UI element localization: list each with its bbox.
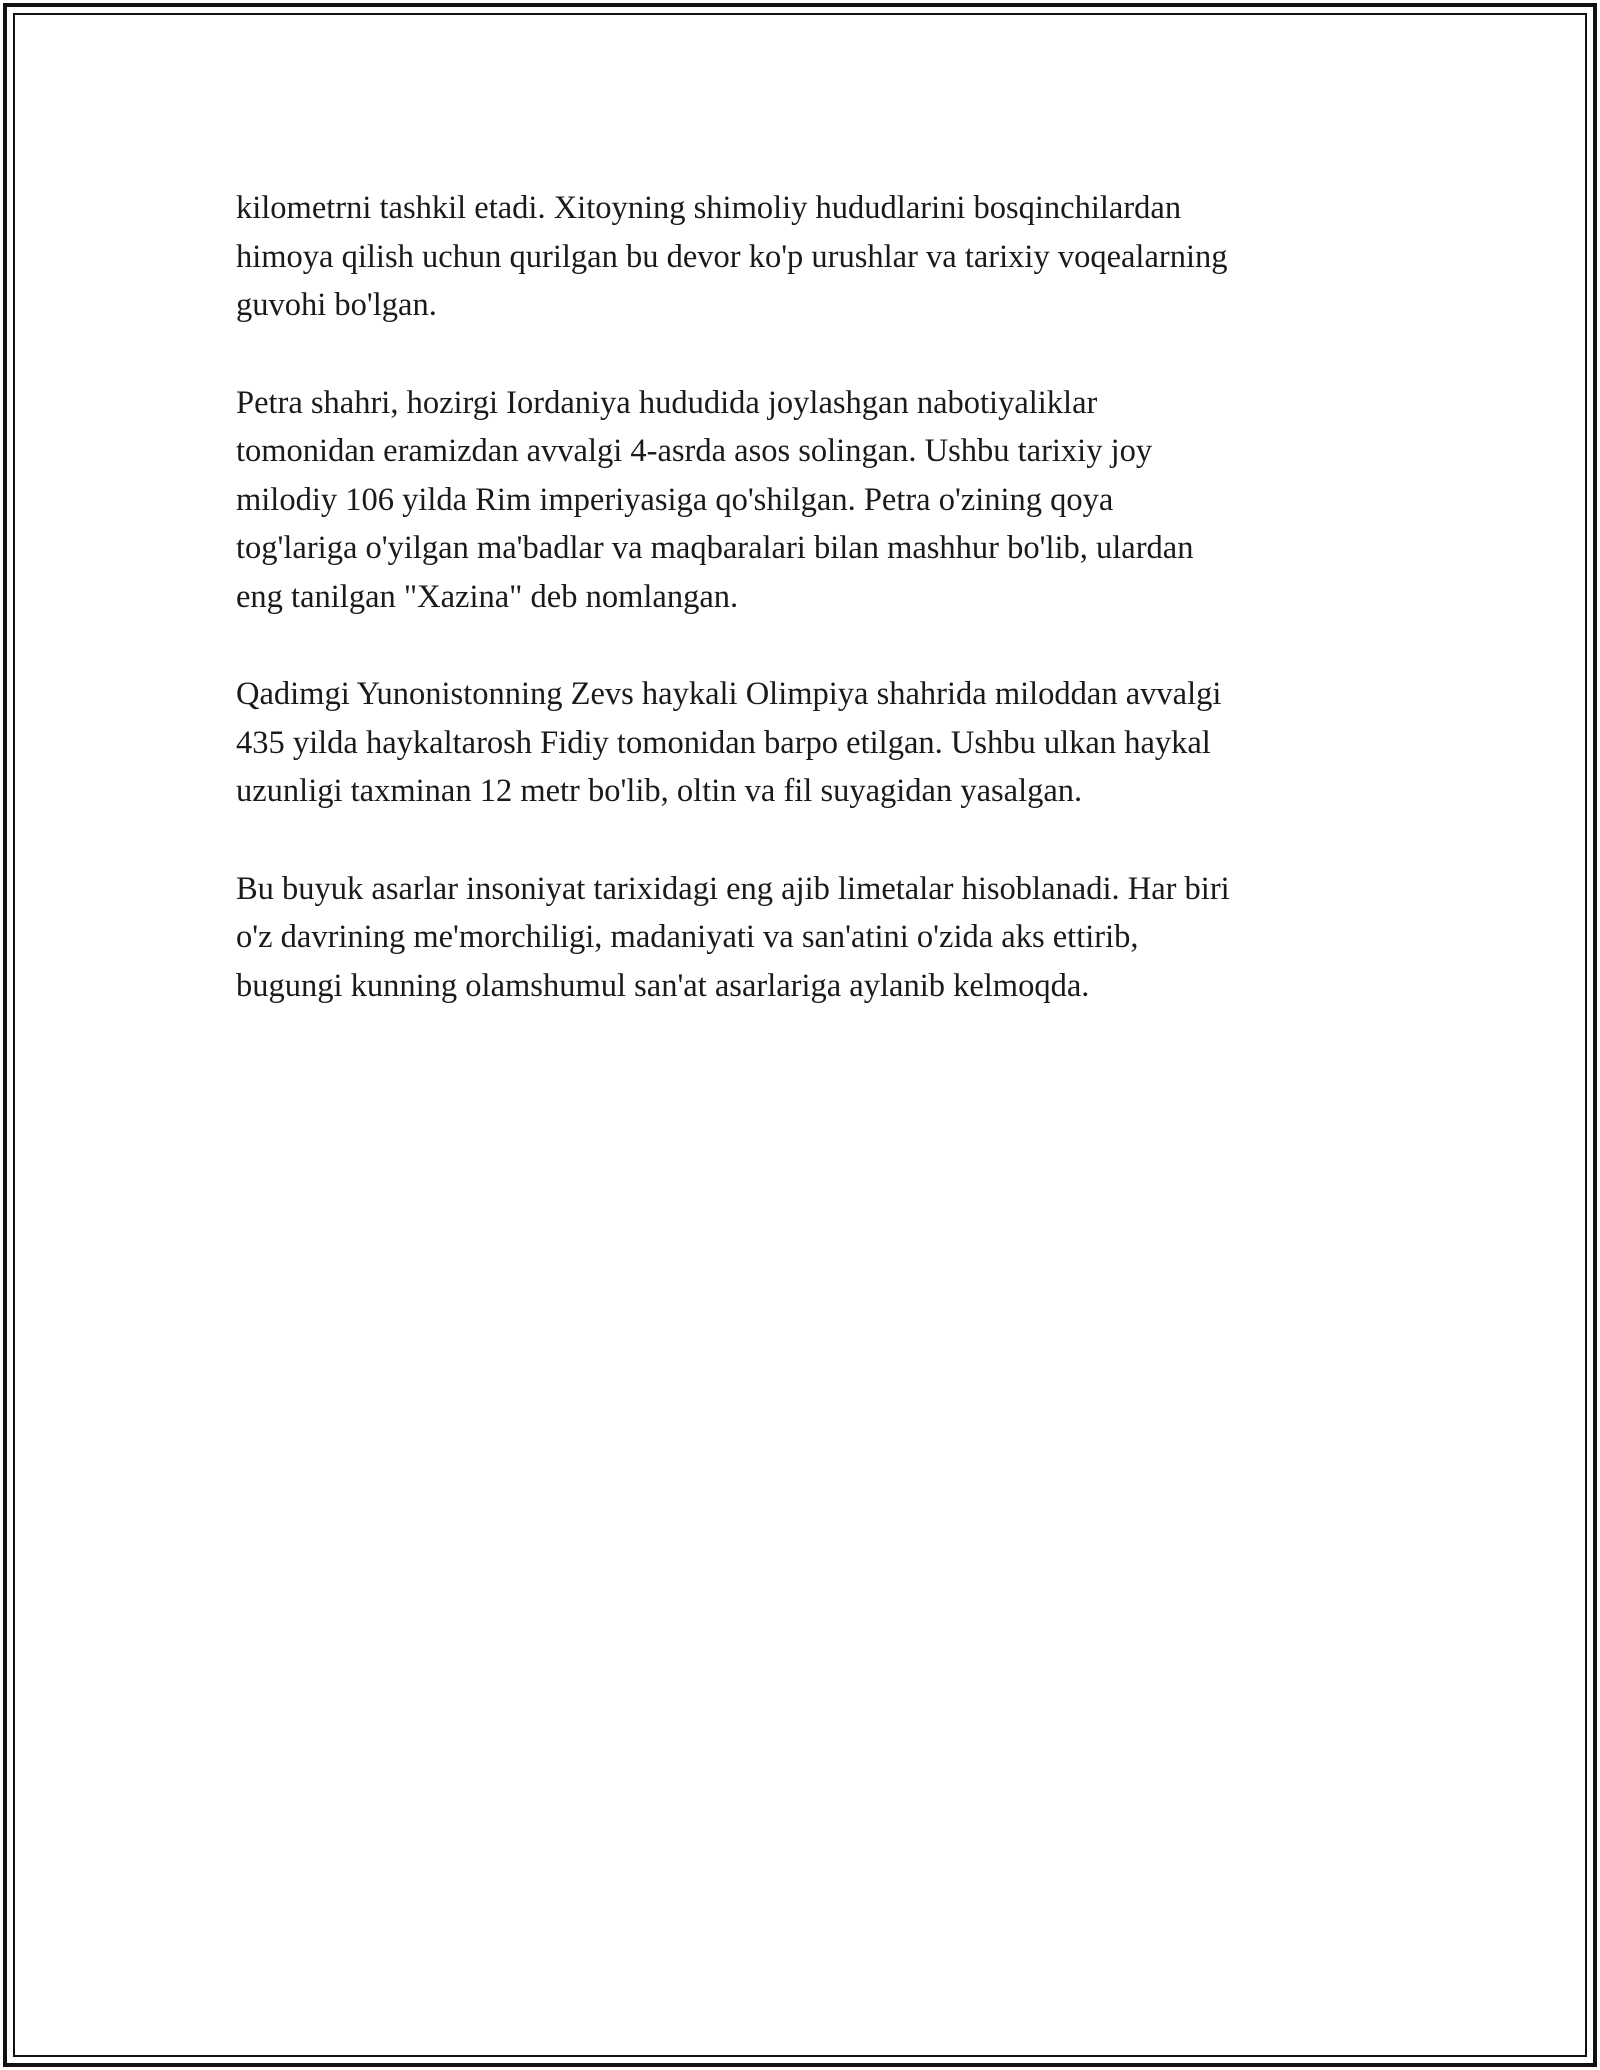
text-line: tog'lariga o'yilgan ma'badlar va maqbaralari bilan mashhur bo'lib, ulardan: [236, 530, 1194, 566]
text-line: Petra shahri, hozirgi Iordaniya hududida joylashgan nabotiyaliklar: [236, 384, 1098, 421]
text-line: kilometrni tashkil etadi. Xitoyning shimoliy hududlarini bosqinchilardan: [236, 190, 1182, 226]
text-line: eng tanilgan "Xazina" deb nomlangan.: [236, 578, 739, 615]
document-body: [236, 184, 1366, 1059]
text-line: milodiy 106 yilda Rim imperiyasiga qo'shilgan. Petra o'zining qoya: [236, 481, 1114, 518]
text-line: himoya qilish uchun qurilgan bu devor ko'p urushlar va tarixiy voqealarning: [236, 238, 1228, 275]
text-line: Bu buyuk asarlar insoniyat tarixidagi eng ajib limetalar hisoblanadi. Har biri: [236, 870, 1230, 907]
text-line: guvohi bo'lgan.: [236, 287, 437, 323]
text-line: bugungi kunning olamshumul san'at asarlariga aylanib kelmoqda.: [236, 967, 1090, 1004]
text-line: tomonidan eramizdan avvalgi 4-asrda asos solingan. Ushbu tarixiy joy: [236, 433, 1153, 469]
text-line: 435 yilda haykaltarosh Fidiy tomonidan barpo etilgan. Ushbu ulkan haykal: [236, 724, 1211, 761]
paragraph-conclusion: [236, 865, 1366, 1011]
text-line: uzunligi taxminan 12 metr bo'lib, oltin va fil suyagidan yasalgan.: [236, 773, 1083, 809]
paragraph-great-wall: [236, 184, 1366, 330]
paragraph-zeus-statue: [236, 670, 1366, 816]
text-line: Qadimgi Yunonistonning Zevs haykali Olimpiya shahrida miloddan avvalgi: [236, 676, 1222, 712]
paragraph-petra: [236, 379, 1366, 622]
text-line: o'z davrining me'morchiligi, madaniyati va san'atini o'zida aks ettirib,: [236, 919, 1139, 955]
